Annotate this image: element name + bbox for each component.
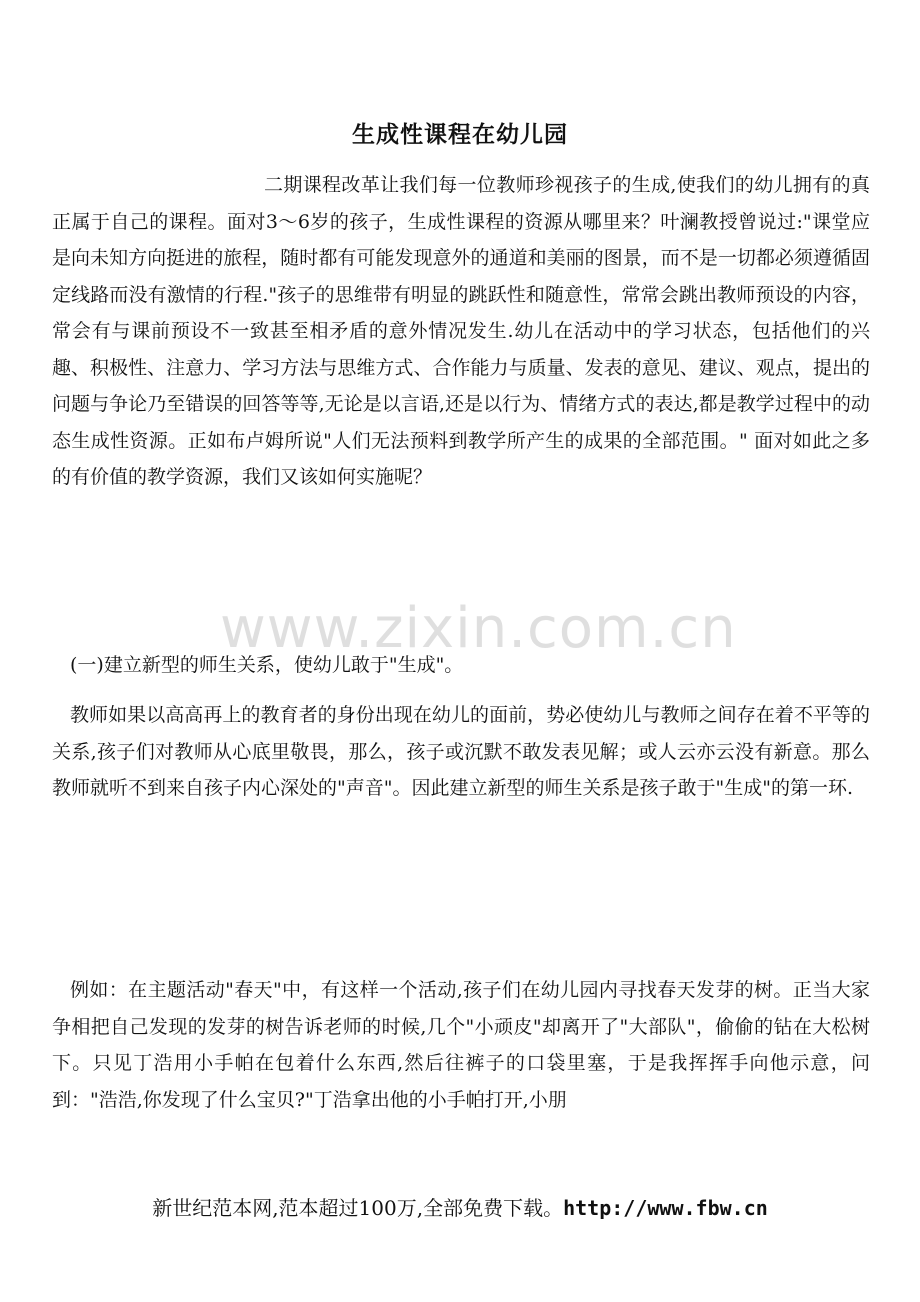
footer-link[interactable]: http://www.fbw.cn — [563, 1196, 768, 1220]
paragraph-intro: 二期课程改革让我们每一位教师珍视孩子的生成,使我们的幼儿拥有的真正属于自己的课程。面对3～6岁的孩子，生成性课程的资源从哪里来？叶澜教授曾说过:"课堂应是向未知方向挺进的旅程，随时都有可能发现意外的通道和美丽的图景，而不是一切都必须遵循固定线路而没有激情的行程."孩子的思维带有明显的跳跃性和随意性，常常会跳出教师预设的内容，常会有与课前预设不一致甚至相矛盾的意外情况发生.幼儿在活动中的学习状态，包括他们的兴趣、积极性、注意力、学习方法与思维方式、合作能力与质量、发表的意见、建议、观点，提出的问题与争论乃至错误的回答等等,无论是以言语,还是以行为、情绪方式的表达,都是教学过程中的动态生成性资源。正如布卢姆所说"人们无法预料到教学所产生的成果的全部范围。" 面对如此之多的有价值的教学资源，我们又该如何实施呢？ — [52, 174, 870, 488]
footer — [0, 1192, 920, 1221]
paragraph-example: 例如：在主题活动"春天"中，有这样一个活动,孩子们在幼儿园内寻找春天发芽的树。正当大家争相把自己发现的发芽的树告诉老师的时候,几个"小顽皮"却离开了"大部队"，偷偷的钻在大松树下。只见丁浩用小手帕在包着什么东西,然后往裤子的口袋里塞，于是我挥挥手向他示意，问到："浩浩,你发现了什么宝贝?"丁浩拿出他的小手帕打开,小朋 — [52, 979, 870, 1111]
footer-text: 新世纪范本网,范本超过100万,全部免费下载。 — [152, 1196, 564, 1220]
document-title: 生成性课程在幼儿园 — [352, 122, 568, 148]
watermark: www.zixin.com.cn — [220, 596, 737, 661]
paragraph-relationship: 教师如果以高高再上的教育者的身份出现在幼儿的面前，势必使幼儿与教师之间存在着不平等的关系,孩子们对教师从心底里敬畏，那么，孩子或沉默不敢发表见解；或人云亦云没有新意。那么教师就听不到来自孩子内心深处的"声音"。因此建立新型的师生关系是孩子敢于"生成"的第一环. — [52, 704, 870, 799]
section-heading-1: (一)建立新型的师生关系，使幼儿敢于"生成"。 — [70, 654, 464, 676]
